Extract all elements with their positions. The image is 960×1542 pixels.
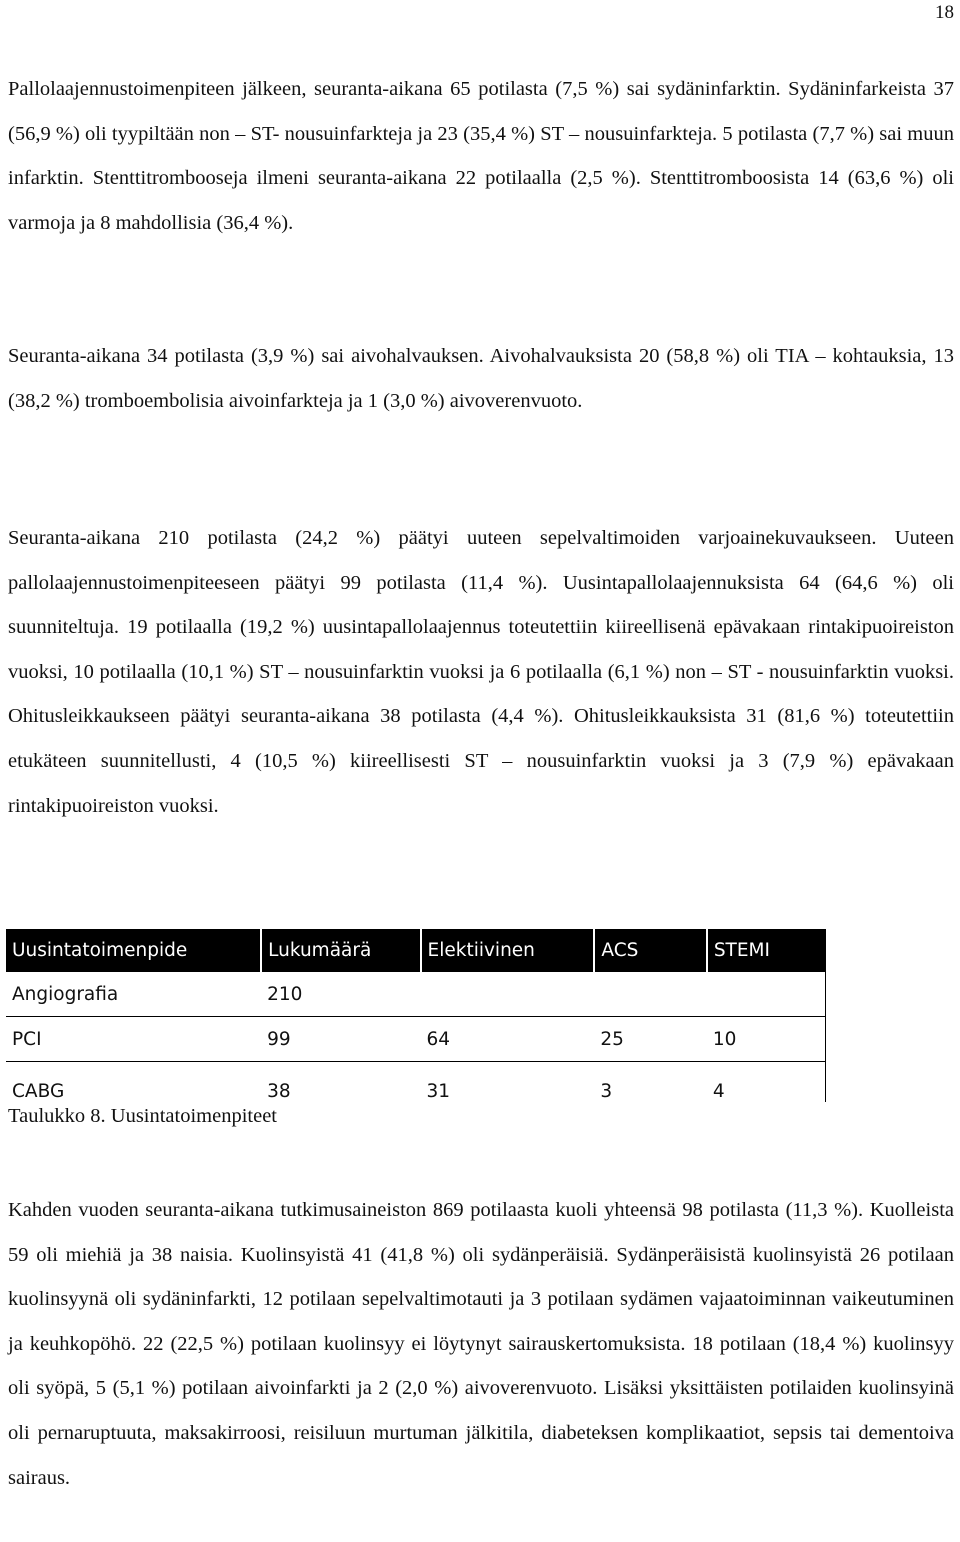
table-cell: 38 [267,1081,291,1102]
table-cell: 10 [707,1017,825,1062]
paragraph-reintervention: Seuranta-aikana 210 potilasta (24,2 %) päätyi uuteen sepelvaltimoiden varjoainekuvaukseen. Uuteen pallolaajennustoimenpiteeseen päätyi 99 potilasta (11,4 %). Uusintapallolaajennuksista 64 (64,6 %) oli suunniteltuja. 19 potilaalla (19,2 %) uusintapallolaajennus toteutettiin kiireellisenä epävakaan rintakipuoireiston vuoksi, 10 potilaalla (10,1 %) ST – nousuinfarktin vuoksi ja 6 potilaalla (6,1 %) non – ST - nousuinfarktin vuoksi. Ohitusleikkaukseen päätyi seuranta-aikana 38 potilasta (4,4 %). Ohitusleikkauksista 31 (81,6 %) toteutettiin etukäteen suunnitellusti, 4 (10,5 %) kiireellisesti ST – nousuinfarktin vuoksi ja 3 (7,9 %) epävakaan rintakipuoireiston vuoksi. [8,527,954,817]
table-cell: CABG [12,1081,65,1102]
page-number: 18 [935,2,954,23]
paragraph-myocardial-infarction: Pallolaajennustoimenpiteen jälkeen, seuranta-aikana 65 potilasta (7,5 %) sai sydäninfarktin. Sydäninfarkeista 37 (56,9 %) oli tyypiltään non – ST- nousuinfarkteja ja 23 (35,4 %) ST – nousuinfarkteja. 5 potilasta (7,7 %) sai muun infarktin. Stenttitrombooseja ilmeni seuranta-aikana 22 potilaalla (2,5 %). Stenttitromboosista 14 (63,6 %) oli varmoja ja 8 mahdollisia (36,4 %). [8,78,954,234]
header-cell: Uusintatoimenpide [6,929,261,972]
header-cell: ACS [594,929,706,972]
table-row [6,972,825,1017]
table-cell: 64 [421,1017,595,1062]
table-caption: Taulukko 8. Uusintatoimenpiteet [8,1105,278,1127]
table-cell: 31 [426,1081,451,1102]
header-cell: Elektiivinen [421,929,595,972]
paragraph-mortality: Kahden vuoden seuranta-aikana tutkimusaineiston 869 potilaasta kuoli yhteensä 98 potilasta (11,3 %). Kuolleista 59 oli miehiä ja 38 naisia. Kuolinsyistä 41 (41,8 %) oli sydänperäisiä. Sydänperäisistä kuolinsyistä 26 potilaan kuolinsyynä oli sydäninfarkti, 12 potilaan sepelvaltimotauti ja 3 potilaan sydämen vajaatoiminnan vaikeutuminen ja keuhkopöhö. 22 (22,5 %) potilaan kuolinsyy ei löytynyt sairauskertomuksista. 18 potilaan (18,4 %) kuolinsyy oli syöpä, 5 (5,1 %) potilaan aivoinfarkti ja 2 (2,0 %) aivoverenvuoto. Lisäksi yksittäisten potilaiden kuolinsyinä oli pernaruptuuta, maksakirroosi, reisiluun murtuman jälkitila, diabeteksen komplikaatiot, sepsis tai dementoiva sairaus. [8,1199,954,1489]
header-cell: Lukumäärä [261,929,420,972]
table-cell: Angiografia [6,972,261,1017]
table-cell: 4 [707,1062,825,1103]
table-cell: PCI [6,1017,261,1062]
table-cell [707,972,825,1017]
table-cell: 25 [594,1017,706,1062]
paragraph-stroke: Seuranta-aikana 34 potilasta (3,9 %) sai aivohalvauksen. Aivohalvauksista 20 (58,8 %) oli TIA – kohtauksia, 13 (38,2 %) tromboembolisia aivoinfarkteja ja 1 (3,0 %) aivoverenvuoto. [8,345,954,412]
table-cell: 99 [261,1017,420,1062]
table-cell: 210 [261,972,420,1017]
table-header-row [6,929,825,972]
table-cell: 3 [600,1081,613,1102]
table-cell [594,972,706,1017]
reintervention-table [6,929,826,1102]
table-row [6,1017,825,1062]
table-row [6,1062,825,1103]
header-cell: STEMI [707,929,825,972]
table-cell [421,972,595,1017]
